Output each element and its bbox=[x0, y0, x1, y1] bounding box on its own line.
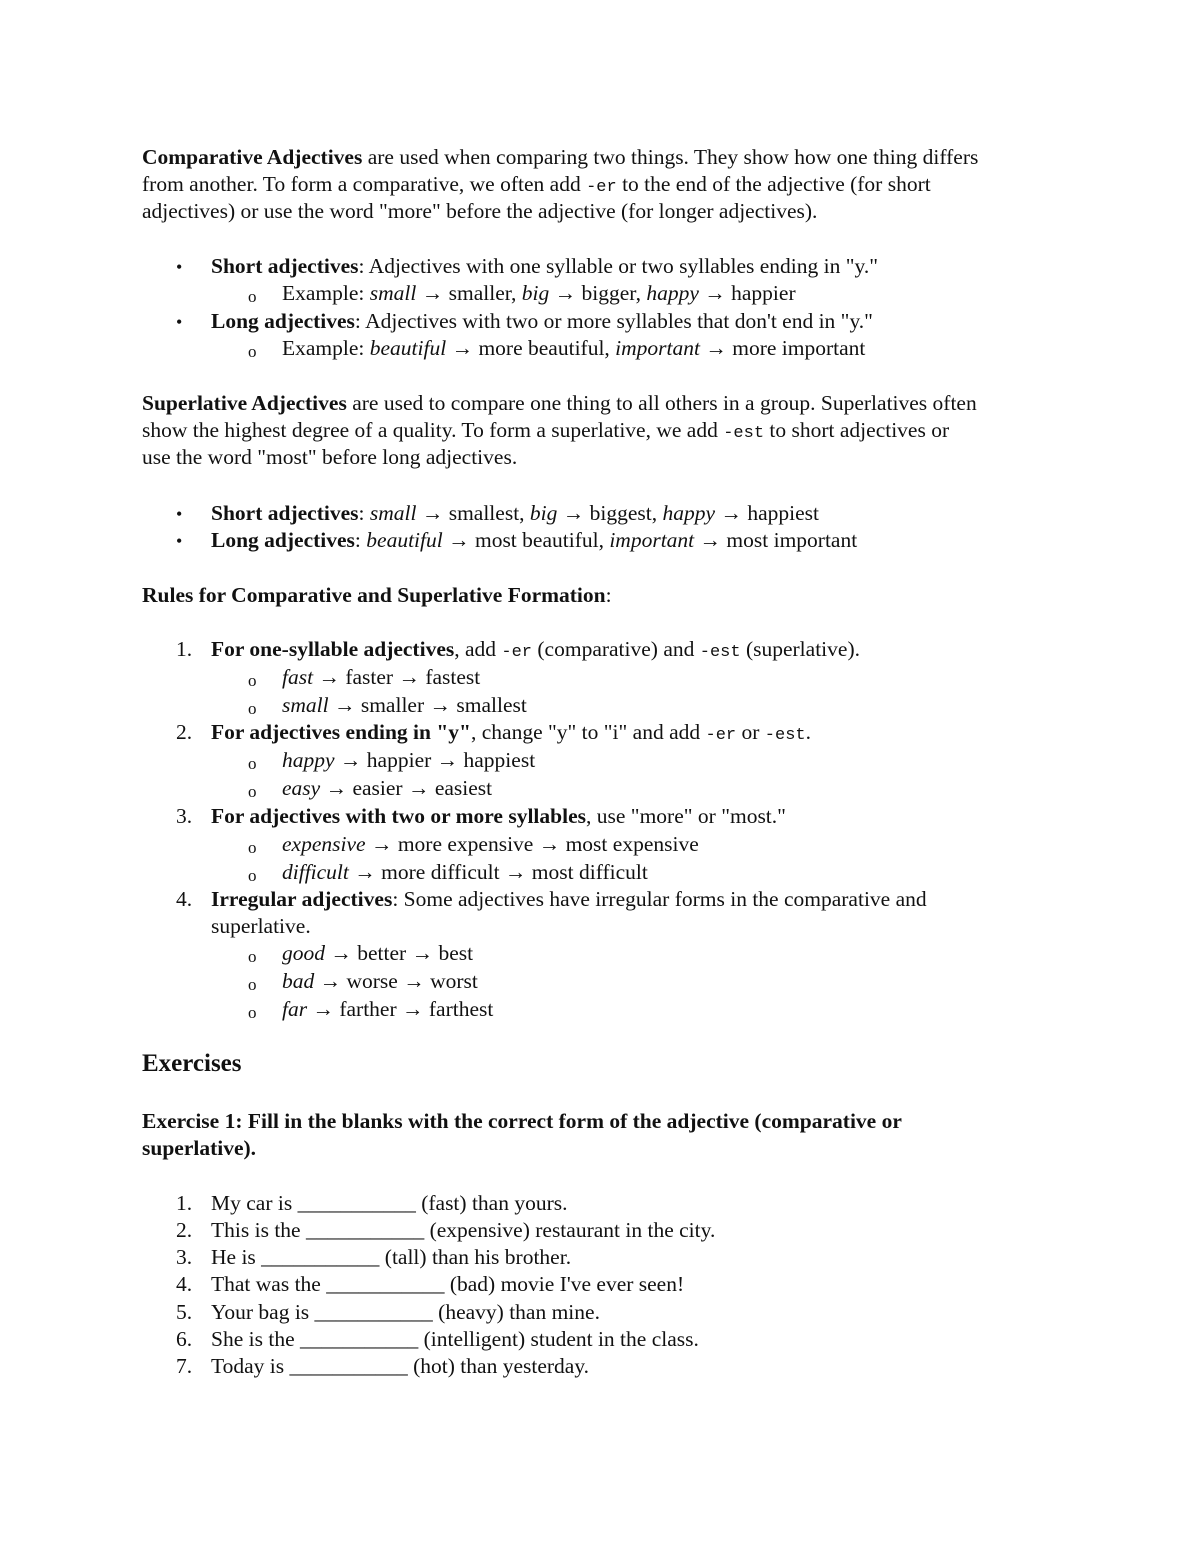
superlative-bullet-short: Short adjectives: small → smallest, big → biggest, happy → happiest bbox=[211, 501, 819, 525]
bullet-glyph: • bbox=[176, 531, 183, 551]
superlative-paragraph-line-2: show the highest degree of a quality. To form a superlative, we add -est to short adjectives or bbox=[142, 418, 950, 443]
exercise-item: This is the ___________ (expensive) restaurant in the city. bbox=[211, 1218, 716, 1242]
superlative-bullet-long: Long adjectives: beautiful → most beautiful, important → most important bbox=[211, 528, 858, 552]
exercise-item-number: 5. bbox=[176, 1300, 193, 1324]
sub-bullet-glyph: o bbox=[248, 782, 257, 801]
exercises-heading: Exercises bbox=[142, 1050, 242, 1077]
sub-bullet-glyph: o bbox=[248, 671, 257, 690]
rule-2: For adjectives ending in "y", change "y" to "i" and add -er or -est. bbox=[211, 720, 811, 745]
rule-4-line-2: superlative. bbox=[211, 914, 311, 938]
rule-number: 3. bbox=[176, 804, 193, 828]
comparative-paragraph-line-3: adjectives) or use the word "more" before the adjective (for longer adjectives). bbox=[142, 199, 818, 223]
comparative-bullet-short: Short adjectives: Adjectives with one syllable or two syllables ending in "y." bbox=[211, 254, 879, 278]
rule-number: 4. bbox=[176, 887, 193, 911]
sub-bullet-glyph: o bbox=[248, 975, 257, 994]
sub-bullet-glyph: o bbox=[248, 866, 257, 885]
code-est: -est bbox=[723, 424, 765, 443]
bullet-glyph: • bbox=[176, 312, 183, 332]
exercise-item-number: 1. bbox=[176, 1191, 193, 1215]
bullet-glyph: • bbox=[176, 504, 183, 524]
exercise-item: My car is ___________ (fast) than yours. bbox=[211, 1191, 568, 1215]
rule-number: 1. bbox=[176, 637, 193, 661]
exercise-item-number: 3. bbox=[176, 1245, 193, 1269]
exercise-item-number: 6. bbox=[176, 1327, 193, 1351]
rule-1-example-2: small → smaller → smallest bbox=[282, 693, 527, 717]
sub-bullet-glyph: o bbox=[248, 838, 257, 857]
exercise-item: That was the ___________ (bad) movie I've ever seen! bbox=[211, 1272, 685, 1296]
comparative-paragraph-line-1: Comparative Adjectives are used when comparing two things. They show how one thing differs bbox=[142, 145, 979, 169]
sub-bullet-glyph: o bbox=[248, 342, 257, 361]
rule-4-example-1: good → better → best bbox=[282, 941, 474, 965]
rule-2-example-1: happy → happier → happiest bbox=[282, 748, 536, 772]
rule-4: Irregular adjectives: Some adjectives have irregular forms in the comparative and bbox=[211, 887, 927, 911]
rules-heading: Rules for Comparative and Superlative Formation: bbox=[142, 583, 612, 607]
rule-3: For adjectives with two or more syllables, use "more" or "most." bbox=[211, 804, 786, 828]
exercise-item: Today is ___________ (hot) than yesterday. bbox=[211, 1354, 590, 1378]
exercise-item: She is the ___________ (intelligent) student in the class. bbox=[211, 1327, 699, 1351]
rule-4-example-3: far → farther → farthest bbox=[282, 997, 494, 1021]
exercise-1-title-line-2: superlative). bbox=[142, 1136, 257, 1160]
rule-3-example-1: expensive → more expensive → most expensive bbox=[282, 832, 699, 856]
exercise-item-number: 7. bbox=[176, 1354, 193, 1378]
exercise-item: Your bag is ___________ (heavy) than mine. bbox=[211, 1300, 600, 1324]
exercise-item-number: 4. bbox=[176, 1272, 193, 1296]
sub-bullet-glyph: o bbox=[248, 287, 257, 306]
exercise-item-number: 2. bbox=[176, 1218, 193, 1242]
rule-4-example-2: bad → worse → worst bbox=[282, 969, 478, 993]
comparative-example-short: Example: small → smaller, big → bigger, happy → happier bbox=[282, 281, 796, 305]
exercise-item: He is ___________ (tall) than his brother. bbox=[211, 1245, 572, 1269]
rule-1-example-1: fast → faster → fastest bbox=[282, 665, 481, 689]
comparative-paragraph-line-2: from another. To form a comparative, we often add -er to the end of the adjective (for short bbox=[142, 172, 931, 197]
sub-bullet-glyph: o bbox=[248, 1003, 257, 1022]
rule-2-example-2: easy → easier → easiest bbox=[282, 776, 493, 800]
exercise-1-title-line-1: Exercise 1: Fill in the blanks with the correct form of the adjective (comparative or bbox=[142, 1109, 902, 1133]
comparative-term: Comparative Adjectives bbox=[142, 145, 363, 169]
superlative-term: Superlative Adjectives bbox=[142, 391, 347, 415]
sub-bullet-glyph: o bbox=[248, 947, 257, 966]
rule-3-example-2: difficult → more difficult → most difficult bbox=[282, 860, 648, 884]
superlative-paragraph-line-3: use the word "most" before long adjectives. bbox=[142, 445, 518, 469]
comparative-bullet-long: Long adjectives: Adjectives with two or more syllables that don't end in "y." bbox=[211, 309, 873, 333]
code-er: -er bbox=[586, 178, 617, 197]
comparative-example-long: Example: beautiful → more beautiful, important → more important bbox=[282, 336, 866, 360]
sub-bullet-glyph: o bbox=[248, 754, 257, 773]
sub-bullet-glyph: o bbox=[248, 699, 257, 718]
rule-1: For one-syllable adjectives, add -er (comparative) and -est (superlative). bbox=[211, 637, 860, 662]
superlative-paragraph-line-1: Superlative Adjectives are used to compare one thing to all others in a group. Superlatives often bbox=[142, 391, 977, 415]
rule-number: 2. bbox=[176, 720, 193, 744]
bullet-glyph: • bbox=[176, 257, 183, 277]
